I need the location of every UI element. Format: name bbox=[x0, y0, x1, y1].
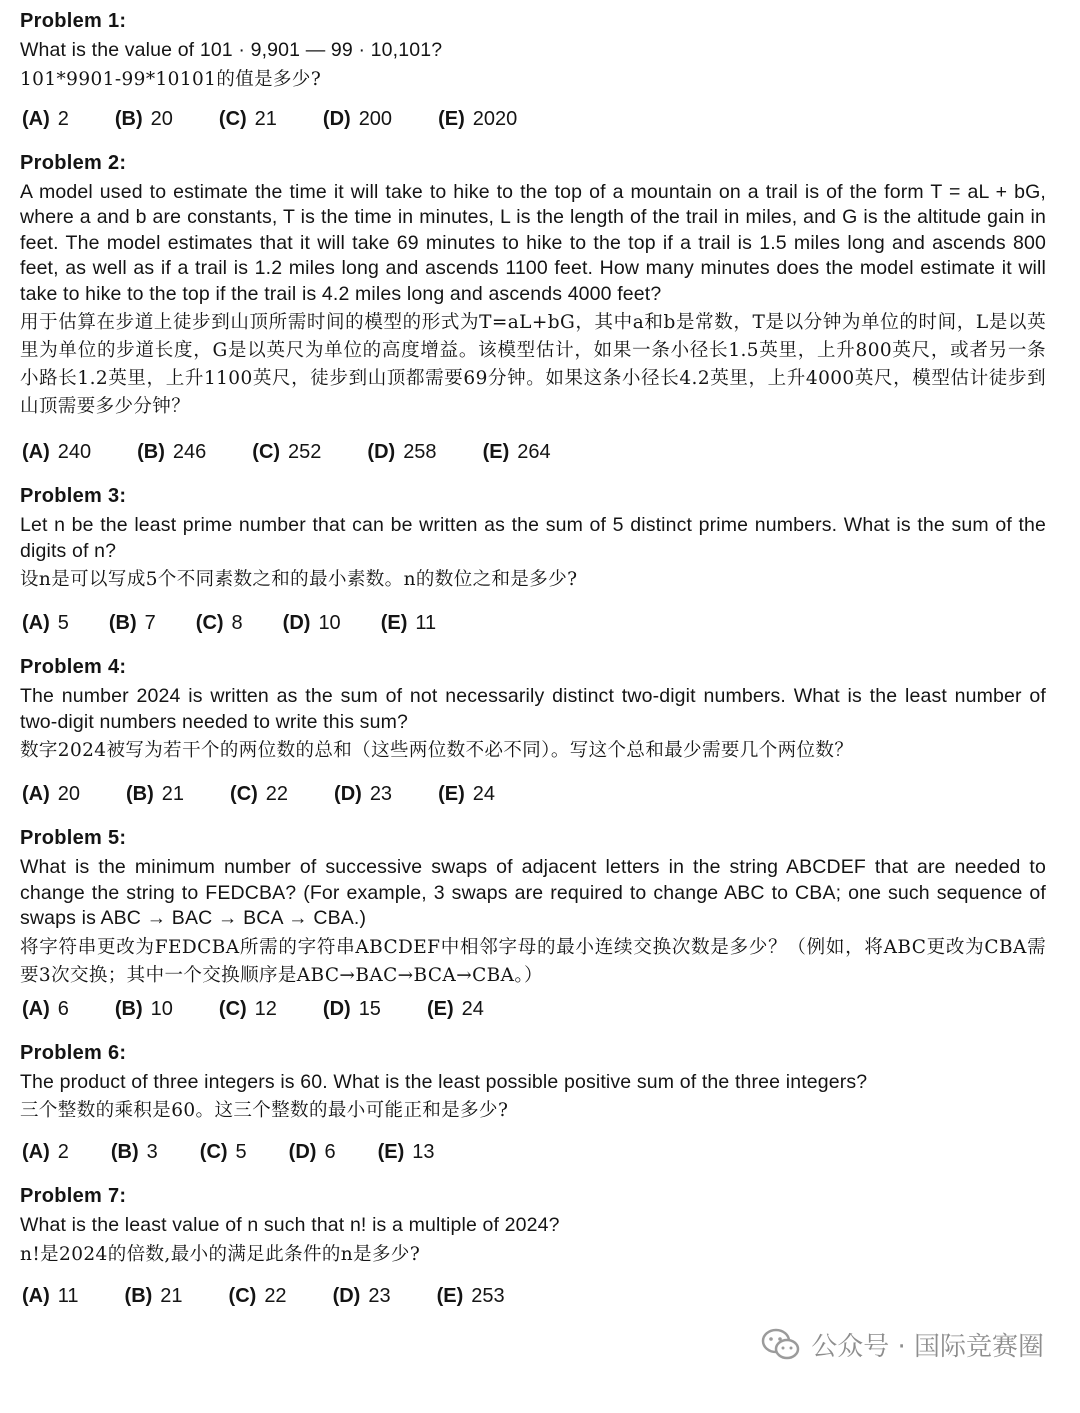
choice-d: (D) 23 bbox=[334, 783, 393, 805]
choice-c: (C) 252 bbox=[252, 441, 322, 463]
problem-5 bbox=[20, 825, 1046, 1022]
choice-e: (E) 24 bbox=[426, 997, 484, 1020]
problem-title: Problem 7: bbox=[20, 1185, 127, 1207]
choice-e: (E) 264 bbox=[482, 441, 551, 463]
problem-title: Problem 4: bbox=[20, 656, 127, 678]
choice-a: (A) 11 bbox=[22, 1284, 79, 1307]
watermark-text: 公众号 · 国际竞赛圈 bbox=[811, 1332, 1044, 1362]
problem-text-zh: 三个整数的乘积是60。这三个整数的最小可能正和是多少? bbox=[20, 1100, 509, 1121]
problem-text-zh: 数字2024被写为若干个的两位数的总和（这些两位数不必不同）。写这个总和最少需要几个两位数？ bbox=[20, 740, 854, 761]
choice-b: (B) 20 bbox=[114, 107, 173, 130]
problem-text-en: What is the minimum number of successive swaps of adjacent letters in the string ABCDEF that are needed to change the string to FEDCBA? (For example, 3 swaps are required to change ABC to CBA; one such sequence of swaps is ABC → BAC → BCA → CBA.) bbox=[20, 856, 1046, 929]
answer-choices bbox=[22, 439, 1046, 465]
problem-7 bbox=[20, 1183, 1046, 1309]
choice-d: (D) 6 bbox=[288, 1141, 336, 1163]
answer-choices bbox=[22, 106, 1046, 132]
problem-text-en: What is the least value of n such that n! is a multiple of 2024? bbox=[20, 1214, 560, 1236]
answer-choices bbox=[22, 610, 1046, 636]
problem-text-en: A model used to estimate the time it will take to hike to the top of a mountain on a trail is of the form T = aL + bG, where a and b are constants, T is the time in minutes, L is the length of the trail in miles, and G is the altitude gain in feet. The model estimates that it will take 69 minutes to hike to the top if a trail is 1.5 miles long and ascends 800 feet, as well as if a trail is 1.2 miles long and ascends 1100 feet. How many minutes does the model estimate it will take to hike to the top if the trail is 4.2 miles long and ascends 4000 feet? bbox=[20, 180, 1046, 305]
choice-a: (A) 2 bbox=[22, 1141, 69, 1163]
problem-title: Problem 5: bbox=[20, 827, 127, 849]
problem-text-zh: 101*9901-99*10101的值是多少? bbox=[20, 68, 322, 90]
choice-c: (C) 22 bbox=[228, 1284, 287, 1307]
problem-1 bbox=[20, 8, 1046, 132]
problem-title: Problem 6: bbox=[20, 1041, 127, 1064]
problem-text-en: The number 2024 is written as the sum of not necessarily distinct two-digit numbers. What is the least number of two-digit numbers needed to write this sum? bbox=[20, 685, 1046, 733]
choice-a: (A) 240 bbox=[22, 441, 92, 463]
answer-choices bbox=[22, 781, 1046, 807]
choice-e: (E) 11 bbox=[380, 612, 437, 634]
answer-choices bbox=[22, 1283, 1046, 1309]
choice-b: (B) 10 bbox=[114, 997, 173, 1020]
problem-sheet bbox=[20, 8, 1046, 1309]
problem-2 bbox=[20, 150, 1046, 466]
problem-text-zh: 用于估算在步道上徒步到山顶所需时间的模型的形式为T=aL+bG，其中a和b是常数，T是以分钟为单位的时间，L是以英里为单位的步道长度，G是以英尺为单位的高度增益。该模型估计，如果一条小径长1.5英里，上升800英尺，或者另一条小路长1.2英里，上升1100英尺，徒步到山顶都需要69分钟。如果这条小径长4.2英里，上升4000英尺，模型估计徒步到山顶需要多少分钟？ bbox=[20, 312, 1046, 417]
choice-e: (E) 13 bbox=[377, 1141, 435, 1163]
problem-text-zh: 设n是可以写成5个不同素数之和的最小素数。n的数位之和是多少? bbox=[20, 569, 578, 590]
problem-3 bbox=[20, 483, 1046, 636]
choice-e: (E) 24 bbox=[438, 783, 495, 805]
choice-a: (A) 6 bbox=[22, 997, 69, 1020]
problem-text-en: Let n be the least prime number that can be written as the sum of 5 distinct prime numbers. What is the sum of the digits of n? bbox=[20, 514, 1046, 562]
problem-title: Problem 1: bbox=[20, 10, 127, 32]
choice-c: (C) 5 bbox=[199, 1141, 247, 1163]
choice-d: (D) 23 bbox=[332, 1284, 391, 1307]
watermark bbox=[761, 1326, 1044, 1363]
choice-a: (A) 20 bbox=[22, 783, 81, 805]
choice-d: (D) 258 bbox=[367, 441, 437, 463]
choice-d: (D) 10 bbox=[282, 612, 341, 634]
choice-e: (E) 2020 bbox=[438, 107, 518, 130]
choice-b: (B) 21 bbox=[126, 783, 185, 805]
choice-b: (B) 3 bbox=[110, 1141, 158, 1163]
choice-b: (B) 7 bbox=[108, 612, 156, 634]
choice-a: (A) 5 bbox=[22, 612, 69, 634]
choice-c: (C) 12 bbox=[218, 997, 277, 1020]
problem-6 bbox=[20, 1040, 1046, 1166]
wechat-icon bbox=[761, 1328, 801, 1362]
problem-title: Problem 3: bbox=[20, 485, 127, 507]
choice-c: (C) 22 bbox=[230, 783, 289, 805]
problem-text-zh: n!是2024的倍数,最小的满足此条件的n是多少? bbox=[20, 1243, 421, 1265]
choice-d: (D) 15 bbox=[322, 997, 381, 1020]
answer-choices bbox=[22, 1139, 1046, 1165]
choice-b: (B) 246 bbox=[137, 441, 207, 463]
answer-choices bbox=[22, 996, 1046, 1022]
choice-a: (A) 2 bbox=[22, 107, 69, 130]
problem-title: Problem 2: bbox=[20, 151, 127, 174]
choice-b: (B) 21 bbox=[124, 1284, 183, 1307]
problem-text-zh: 将字符串更改为FEDCBA所需的字符串ABCDEF中相邻字母的最小连续交换次数是多少？（例如，将ABC更改为CBA需要3次交换；其中一个交换顺序是ABC→BAC→BCA→CBA。） bbox=[20, 936, 1046, 986]
choice-c: (C) 8 bbox=[195, 612, 243, 634]
choice-c: (C) 21 bbox=[218, 107, 277, 130]
choice-d: (D) 200 bbox=[322, 107, 393, 130]
choice-e: (E) 253 bbox=[436, 1284, 505, 1307]
problem-text-en: What is the value of 101 · 9,901 — 99 · 10,101? bbox=[20, 39, 443, 61]
problem-text-en: The product of three integers is 60. What is the least possible positive sum of the three integers? bbox=[20, 1070, 868, 1093]
problem-4 bbox=[20, 654, 1046, 807]
